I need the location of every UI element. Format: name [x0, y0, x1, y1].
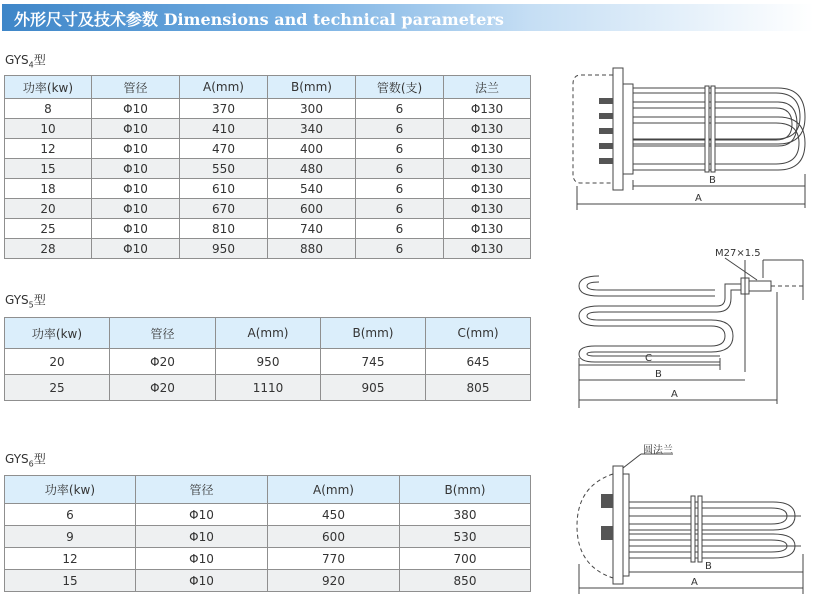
title-bar — [2, 4, 814, 31]
table-cell: Φ130 — [444, 179, 531, 199]
table-cell: 25 — [5, 375, 110, 401]
table-cell: 15 — [5, 159, 92, 179]
table-cell: 340 — [268, 119, 356, 139]
table-cell: 480 — [268, 159, 356, 179]
model-sub: 4 — [28, 60, 34, 70]
model-suffix: 型 — [33, 53, 46, 67]
column-header: C(mm) — [426, 318, 531, 349]
table-cell: Φ20 — [110, 375, 216, 401]
spec-table-gys6 — [4, 475, 531, 592]
table-cell: 600 — [268, 199, 356, 219]
table-row — [5, 526, 531, 548]
table-cell: 380 — [400, 504, 531, 526]
column-header: A(mm) — [268, 476, 400, 504]
dim-label-b: B — [705, 561, 712, 572]
column-header: 功率(kw) — [5, 76, 92, 99]
table-cell: 550 — [180, 159, 268, 179]
column-header: B(mm) — [400, 476, 531, 504]
table-row — [5, 139, 531, 159]
column-header: 管径 — [110, 318, 216, 349]
table-header-row — [5, 76, 531, 99]
column-header: A(mm) — [180, 76, 268, 99]
table-header-row — [5, 318, 531, 349]
column-header: B(mm) — [321, 318, 426, 349]
model-prefix: GYS — [5, 452, 29, 466]
table-cell: 9 — [5, 526, 136, 548]
table-row — [5, 548, 531, 570]
model-sub: 6 — [28, 459, 34, 469]
model-sub: 5 — [28, 300, 34, 310]
table-cell: 745 — [321, 349, 426, 375]
table-cell: Φ130 — [444, 119, 531, 139]
table-row — [5, 219, 531, 239]
thread-label: M27×1.5 — [715, 248, 761, 259]
column-header: B(mm) — [268, 76, 356, 99]
table-cell: Φ10 — [92, 119, 180, 139]
table-cell: Φ10 — [92, 139, 180, 159]
table-cell: 6 — [356, 239, 444, 259]
table-cell: 600 — [268, 526, 400, 548]
table-cell: 610 — [180, 179, 268, 199]
table-row — [5, 375, 531, 401]
table-cell: 645 — [426, 349, 531, 375]
table-cell: 850 — [400, 570, 531, 592]
page-title: 外形尺寸及技术参数 Dimensions and technical parameters — [14, 10, 504, 29]
table-cell: Φ130 — [444, 159, 531, 179]
table-cell: 6 — [356, 99, 444, 119]
table-cell: Φ10 — [136, 570, 268, 592]
table-cell: 670 — [180, 199, 268, 219]
table-row — [5, 99, 531, 119]
diagram-gys6 — [565, 444, 815, 596]
table-cell: Φ10 — [136, 504, 268, 526]
model-label-gys6 — [5, 450, 46, 468]
flange-label: 圆法兰 — [643, 445, 673, 456]
table-cell: 6 — [356, 119, 444, 139]
table-row — [5, 349, 531, 375]
table-cell: Φ10 — [92, 179, 180, 199]
table-cell: 950 — [216, 349, 321, 375]
model-suffix: 型 — [33, 452, 46, 466]
table-cell: 18 — [5, 179, 92, 199]
dim-label-c: C — [645, 353, 652, 364]
table-cell: 20 — [5, 199, 92, 219]
table-row — [5, 159, 531, 179]
table-cell: 12 — [5, 139, 92, 159]
table-cell: 400 — [268, 139, 356, 159]
column-header: 管径 — [92, 76, 180, 99]
column-header: 功率(kw) — [5, 318, 110, 349]
table-cell: Φ130 — [444, 199, 531, 219]
table-cell: 700 — [400, 548, 531, 570]
table-cell: 950 — [180, 239, 268, 259]
table-cell: 450 — [268, 504, 400, 526]
table-cell: 6 — [356, 219, 444, 239]
model-label-gys4 — [5, 51, 46, 69]
table-cell: 6 — [356, 139, 444, 159]
table-cell: 410 — [180, 119, 268, 139]
table-cell: 10 — [5, 119, 92, 139]
table-cell: 300 — [268, 99, 356, 119]
table-cell: 905 — [321, 375, 426, 401]
table-cell: 370 — [180, 99, 268, 119]
table-cell: Φ130 — [444, 219, 531, 239]
dim-label-b: B — [709, 175, 716, 186]
table-cell: Φ130 — [444, 139, 531, 159]
table-cell: 6 — [356, 159, 444, 179]
table-cell: Φ10 — [136, 548, 268, 570]
table-cell: Φ130 — [444, 239, 531, 259]
table-cell: 740 — [268, 219, 356, 239]
table-cell: 6 — [356, 199, 444, 219]
diagram-gys4 — [565, 62, 815, 214]
table-row — [5, 504, 531, 526]
spec-table-gys4 — [4, 75, 531, 259]
table-cell: 805 — [426, 375, 531, 401]
table-cell: 6 — [356, 179, 444, 199]
column-header: 管数(支) — [356, 76, 444, 99]
table-cell: Φ10 — [136, 526, 268, 548]
table-cell: 28 — [5, 239, 92, 259]
table-row — [5, 179, 531, 199]
table-row — [5, 239, 531, 259]
table-cell: 470 — [180, 139, 268, 159]
column-header: A(mm) — [216, 318, 321, 349]
dim-label-a: A — [695, 193, 702, 204]
table-cell: 770 — [268, 548, 400, 570]
table-cell: 25 — [5, 219, 92, 239]
model-label-gys5 — [5, 291, 46, 309]
table-cell: Φ10 — [92, 199, 180, 219]
dim-label-b: B — [655, 369, 662, 380]
table-cell: Φ10 — [92, 159, 180, 179]
table-cell: 6 — [5, 504, 136, 526]
table-cell: Φ10 — [92, 99, 180, 119]
table-cell: 810 — [180, 219, 268, 239]
column-header: 法兰 — [444, 76, 531, 99]
table-cell: 920 — [268, 570, 400, 592]
dim-label-a: A — [671, 389, 678, 400]
dim-label-a: A — [691, 577, 698, 588]
table-cell: 12 — [5, 548, 136, 570]
table-cell: 20 — [5, 349, 110, 375]
column-header: 功率(kw) — [5, 476, 136, 504]
model-prefix: GYS — [5, 53, 29, 67]
table-row — [5, 570, 531, 592]
table-cell: 540 — [268, 179, 356, 199]
column-header: 管径 — [136, 476, 268, 504]
table-cell: Φ20 — [110, 349, 216, 375]
model-suffix: 型 — [33, 293, 46, 307]
table-row — [5, 199, 531, 219]
table-cell: 1110 — [216, 375, 321, 401]
table-cell: Φ130 — [444, 99, 531, 119]
table-cell: 8 — [5, 99, 92, 119]
table-cell: Φ10 — [92, 239, 180, 259]
diagram-gys5 — [565, 240, 815, 410]
table-cell: 15 — [5, 570, 136, 592]
table-header-row — [5, 476, 531, 504]
table-cell: Φ10 — [92, 219, 180, 239]
table-cell: 880 — [268, 239, 356, 259]
table-row — [5, 119, 531, 139]
table-cell: 530 — [400, 526, 531, 548]
spec-table-gys5 — [4, 317, 531, 401]
model-prefix: GYS — [5, 293, 29, 307]
